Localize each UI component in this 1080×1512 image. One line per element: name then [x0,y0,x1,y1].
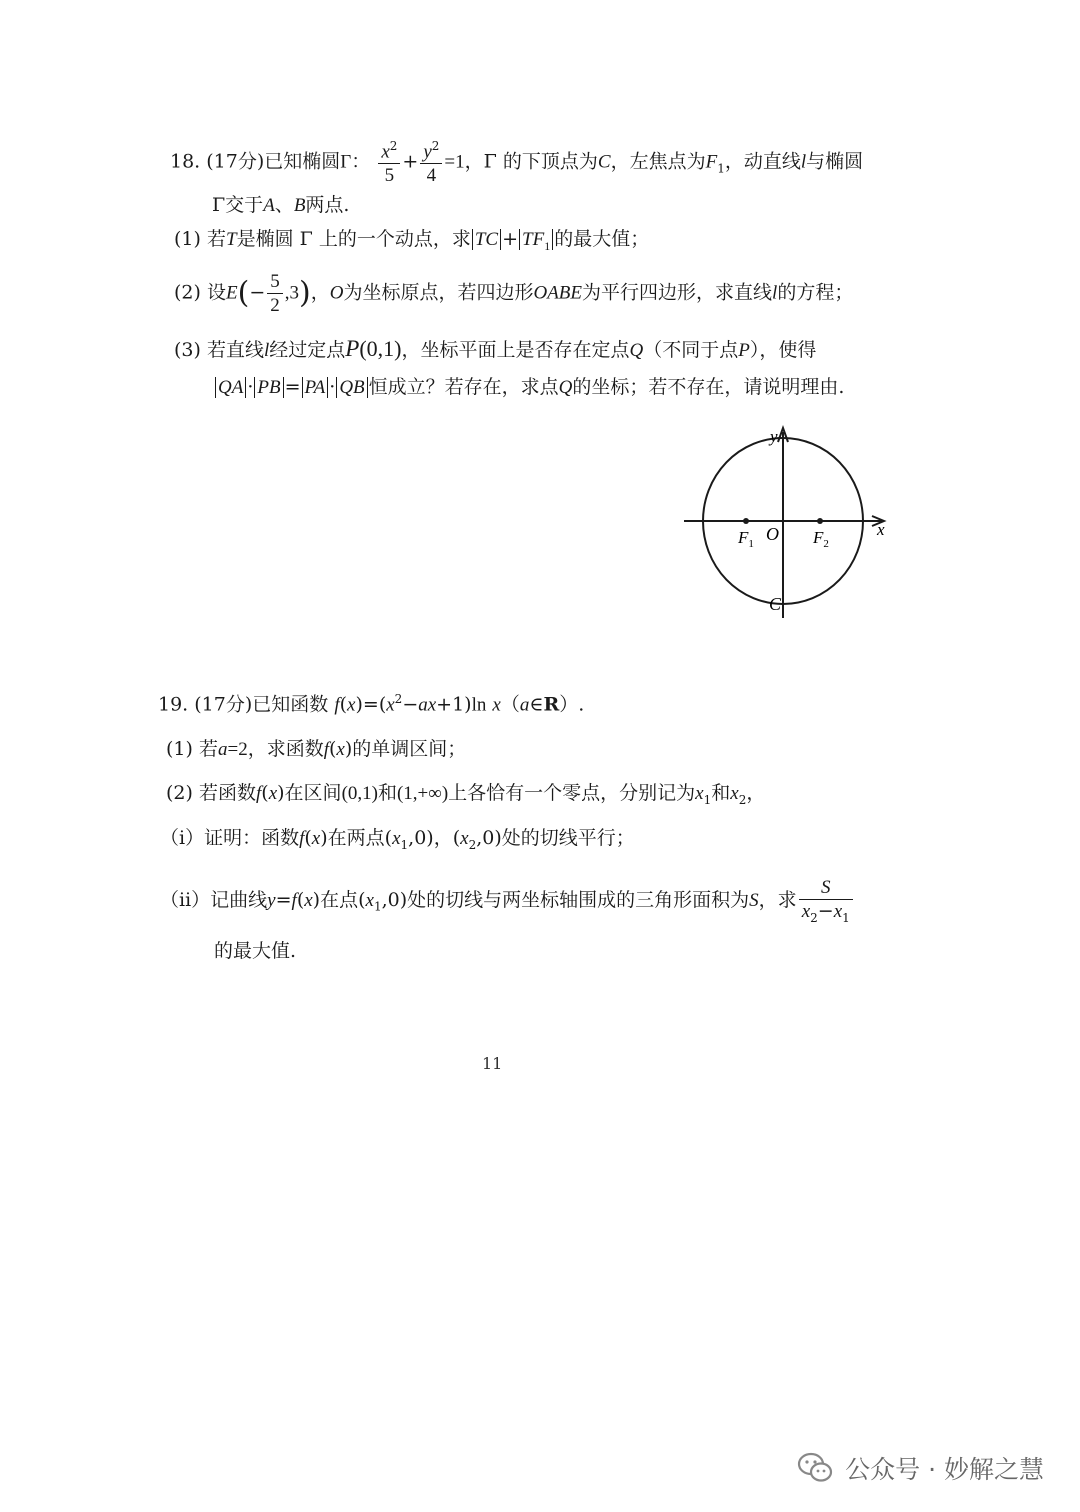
plus: + [502,228,518,250]
q19-part-ii-line-2 [214,942,296,961]
q18-part-1 [174,230,649,252]
x: x [386,694,395,716]
paren: ）. [559,693,585,716]
point-q: Q [558,377,573,398]
text: 若 [198,738,218,760]
x1: x [365,889,374,911]
dot: · [247,376,254,398]
x: x [304,889,313,911]
text: ，求 [758,888,797,911]
x: x [336,739,345,760]
a: a [418,694,428,716]
f1-label: $F_1$ [738,528,754,550]
text: 记曲线 [210,888,268,911]
fraction-x2-over-5: $\frac{x^2}{5}$ [378,140,400,185]
q18-line2-b: 两点. [305,194,350,216]
a: a [519,694,530,716]
qb: QB [339,377,365,398]
right-paren: ) [298,275,311,311]
text: 是椭圆 Γ 上的一个动点，求 [236,228,471,250]
part-label: (3) [174,339,201,361]
q19-score: (17分) [194,693,253,716]
interval-2: (1,+∞) [396,783,449,804]
f: f [334,694,340,716]
separator: 、 [274,194,294,216]
tf: TF [522,229,545,250]
and: 和 [711,782,731,804]
q18-line-1: 18. (17分)已知椭圆Γ： $\frac{x^2}{5}$ + $\frac{y^2}{4}$ =1，Γ 的下顶点为C，左焦点为$F_1$，动直线l与椭圆 [170,139,864,187]
part-label: (2) [174,281,201,304]
text: 在区间 [284,782,342,804]
part-label: (1) [174,228,201,250]
abs-tc [472,229,501,250]
f: f [323,739,329,760]
text: ），使得 [749,339,817,361]
y-axis [778,428,788,618]
text: 上各恰有一个零点，分别记为 [448,782,696,804]
reals: R [543,693,560,716]
q18-stem-c: ，左焦点为 [610,150,706,173]
left-paren: ( [237,275,250,311]
x2: x [460,828,469,849]
text: 处的切线与两坐标轴围成的三角形面积为 [407,888,750,911]
x2: x [730,783,739,804]
vertex-c-label: C [769,594,782,614]
text: 证明：函数 [204,827,300,849]
text: 的坐标；若不存在，请说明理由. [572,376,845,398]
q19-number: 19. [158,693,189,716]
text: 若直线 [206,339,264,361]
part-label: (2) [166,782,193,804]
text: 的方程； [777,281,854,304]
y-axis-label: y [770,427,778,446]
x: x [427,694,437,716]
line-l: l [800,151,807,173]
f: f [299,828,305,849]
part-label: (1) [166,738,193,760]
q18-stem-b: ，Γ 的下顶点为 [464,150,598,173]
q18-part-3 [174,337,816,360]
x1: x [392,828,401,849]
abs-qb [336,377,367,398]
e-y-coord: ,3 [284,282,299,304]
tc: TC [474,229,499,250]
in: ∈ [529,693,544,716]
text: 的单调区间； [352,738,467,760]
equals-one: =1 [444,151,465,173]
text: 处的切线平行； [501,827,635,849]
fraction-y2-over-4: $\frac{y^2}{4}$ [420,140,442,185]
q18-stem: 已知椭圆 [264,150,341,173]
minus: − [249,281,266,304]
fraction-s-over-x2-minus-x1: $\frac{S}{x_2-x_1}$ [799,878,853,924]
ellipse-figure [676,420,906,630]
text: 为坐标原点，若四边形 [343,281,534,304]
point-a: A [263,195,275,216]
f: f [291,889,297,911]
focus-f2-dot [817,518,823,524]
p-coord: (0,1) [359,336,402,361]
abs-pb [254,377,283,398]
page-number: 11 [482,1054,503,1073]
s: S [799,878,853,900]
q18-line-2 [212,196,349,215]
abs-pa [302,377,329,398]
colon: ： [351,150,371,173]
text: ，求函数 [247,738,324,760]
y-var: y [423,141,432,163]
abs-qa [215,377,246,398]
text: 已知函数 [252,693,329,716]
text: 经过定点 [269,339,346,361]
pa: PA [304,377,326,398]
interval-1: (0,1) [341,783,378,804]
q18-score: (17分) [206,150,265,173]
q18-part-2: (2) 设E(− $\frac{5}{2}$ ,3)，O为坐标原点，若四边形OABE为平行四边形，求直线l的方程； [174,271,854,316]
x-axis-label: x [877,520,885,539]
part-label: （ⅰ） [160,827,205,849]
a: a [217,739,228,760]
text: 若 [206,228,226,250]
part-label: （ⅱ） [160,888,211,911]
q18-stem-d: ，动直线 [724,150,801,173]
f2-label: $F_2$ [813,528,829,550]
text: 在两点 [327,827,385,849]
origin-label: O [766,524,779,544]
x: x [492,694,501,716]
point-q: Q [629,340,644,361]
equals: = [284,376,301,398]
q19-part-1: (1) 若a=2，求函数f(x)的单调区间； [166,738,467,760]
qa: QA [218,377,244,398]
line-l: l [772,282,778,304]
x2: x [801,901,811,922]
q18-part-3-line-2 [214,378,844,397]
point-f1: F [705,151,718,173]
watermark-footer [795,1448,1044,1488]
s: S [749,889,759,911]
q18-line2-a: Γ交于 [212,194,264,216]
text: 若函数 [198,782,256,804]
denominator-4: 4 [426,165,437,187]
wechat-icon [795,1448,835,1488]
gamma-symbol: Γ [340,151,352,173]
point-t: T [225,229,237,250]
point-p: P [345,336,360,361]
text: 恒成立？若存在，求点 [368,376,559,398]
x1: x [695,783,704,804]
eq-2: =2 [227,739,248,760]
line-l: l [263,340,270,361]
q19-part-i: （ⅰ）证明：函数f(x)在两点$(x_1,0)$，$(x_2,0)$处的切线平行； [160,827,635,852]
point-c: C [597,151,611,173]
text: 为平行四边形，求直线 [582,281,773,304]
ln: ln [471,694,487,716]
x: x [347,694,356,716]
pb: PB [257,377,281,398]
point-p: P [738,340,750,361]
point-e: E [225,282,238,304]
text: 的最大值. [214,940,297,962]
watermark-text: 公众号 · 妙解之慧 [845,1455,1044,1484]
and: 和 [377,782,397,804]
f: f [255,783,262,804]
text: （不同于点 [643,339,739,361]
dot: · [329,376,336,398]
q19-part-ii: （ⅱ）记曲线y=f(x)在点$(x_1,0)$处的切线与两坐标轴围成的三角形面积为S，求 $\frac{S}{x_2-x_1}$ [160,878,855,924]
paren: （ [500,693,520,716]
denominator-5: 5 [384,165,395,187]
x1: x [833,901,843,922]
point-b: B [293,195,306,216]
q19-line-1: 19. (17分)已知函数 $f(x)=(x^2-ax+1)\ln$ x（a∈R）. [158,692,585,716]
text: 设 [206,281,226,304]
q18-stem-e: 与椭圆 [806,150,864,173]
fraction-5-over-2: $\frac{5}{2}$ [267,272,283,315]
text: ，坐标平面上是否存在定点 [401,339,630,361]
abs-tf1: $TF_1$ [519,229,553,250]
quad-oabe: OABE [533,282,583,304]
x-var: x [381,141,390,163]
q19-part-2: (2) 若函数f(x)在区间(0,1)和(1,+∞)上各恰有一个零点，分别记为$x_1$和$x_2$， [166,782,766,807]
text: 在点 [320,888,359,911]
x: x [268,783,278,804]
x: x [311,828,321,849]
text: 的最大值； [554,228,650,250]
origin-o: O [329,282,344,304]
q18-number: 18. [170,150,201,173]
focus-f1-dot [743,518,749,524]
